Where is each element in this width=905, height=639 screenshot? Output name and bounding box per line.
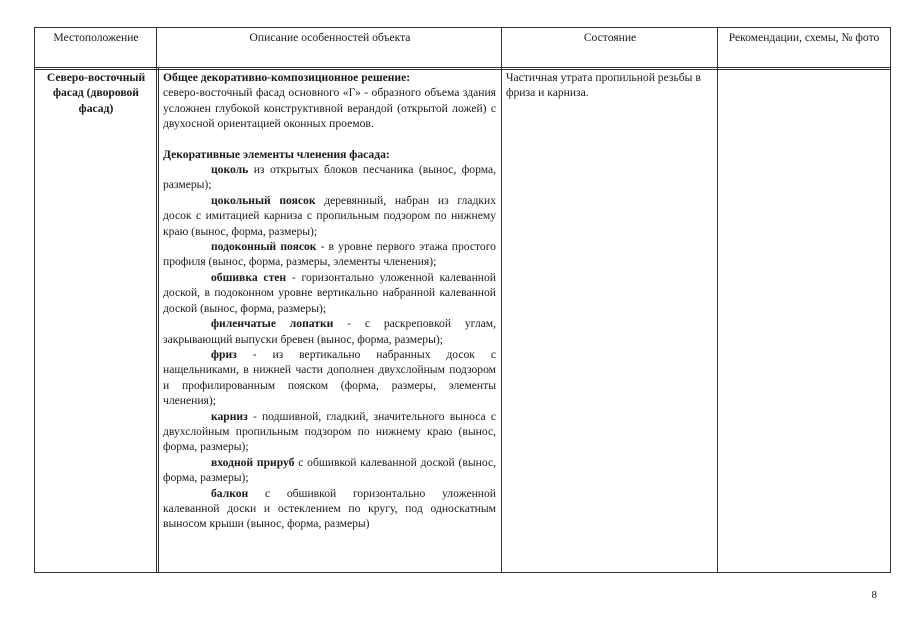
page-number: 8 [871,589,877,601]
table-left-border [34,27,35,573]
element-item [163,239,496,270]
table-right-border [890,27,891,573]
element-term: фриз [211,347,237,361]
element-text: из открытых блоков песчаника (вынос, форма, размеры); [163,163,496,192]
element-term: балкон [211,486,249,500]
description-intro: северо-восточный фасад основного «Г» - образного объема здания усложнен глубокой конструктивной верандой (открытой ложей) с двухосной ориентацией оконных проемов. [163,86,496,131]
condition-cell: Частичная утрата пропильной резьбы в фриза и карниза. [506,71,701,100]
element-text: - в уровне первого этажа простого профиля (вынос, форма, размеры, элементы членения); [163,240,496,269]
element-term: карниз [211,409,248,423]
description-heading-general: Общее декоративно-композиционное решение: [163,71,411,84]
column-divider-2 [501,27,502,573]
element-term: обшивка стен [211,270,287,284]
element-item [163,316,496,347]
element-term: цоколь [211,163,249,177]
element-list [163,162,496,532]
description-table [34,27,891,573]
element-text: деревянный, набран из гладких досок с имитацией карниза с пропильным подзором по нижнему краю (вынос, форма, размеры); [163,193,496,238]
element-item [163,486,496,532]
table-top-border [34,27,891,28]
header-description: Описание особенностей объекта [249,31,411,44]
description-cell [163,70,496,532]
column-divider-1 [156,27,157,573]
element-item [163,409,496,455]
column-divider-1b [158,67,159,573]
column-divider-3 [717,27,718,573]
header-location: Местоположение [53,31,139,44]
element-text: - с раскреповкой углам, закрывающий выпуски бревен (вынос, форма, размеры); [163,317,496,346]
element-term: цокольный поясок [211,193,316,207]
element-term: подоконный поясок [211,240,317,254]
element-text: - из вертикально набранных досок с нащельниками, в нижней части дополнен двухслойным подзором и профилированным пояском (форма, размеры, элементы членения); [163,347,496,408]
table-bottom-border [34,572,891,573]
element-term: входной прируб [211,455,295,469]
element-item [163,193,496,239]
element-text: с обшивкой калеванной доской (вынос, форма, размеры); [163,455,496,485]
element-item [163,347,496,409]
header-recommendations: Рекомендации, схемы, № фото [728,31,880,44]
header-bottom-border [34,67,891,68]
header-condition: Состояние [583,31,637,44]
element-item [163,455,496,486]
description-heading-elements: Декоративные элементы членения фасада: [163,147,390,161]
element-text: с обшивкой горизонтально уложенной калеванной доски и остеклением по кругу, под односкатным выносом крыши (вынос, форма, размеры) [163,486,496,531]
element-item [163,270,496,316]
element-text: - подшивной, гладкий, значительного выноса с двухслойным пропильным подзором по нижнему краю (вынос, форма, размеры); [163,409,496,454]
element-item [163,162,496,193]
element-text: - горизонтально уложенной калеванной доской, в подоконном уровне вертикально набранной калеванной доской (вынос, форма, размеры); [163,270,496,315]
location-cell: Северо-восточный фасад (дворовой фасад) [46,71,146,115]
element-term: филенчатые лопатки [211,317,334,331]
